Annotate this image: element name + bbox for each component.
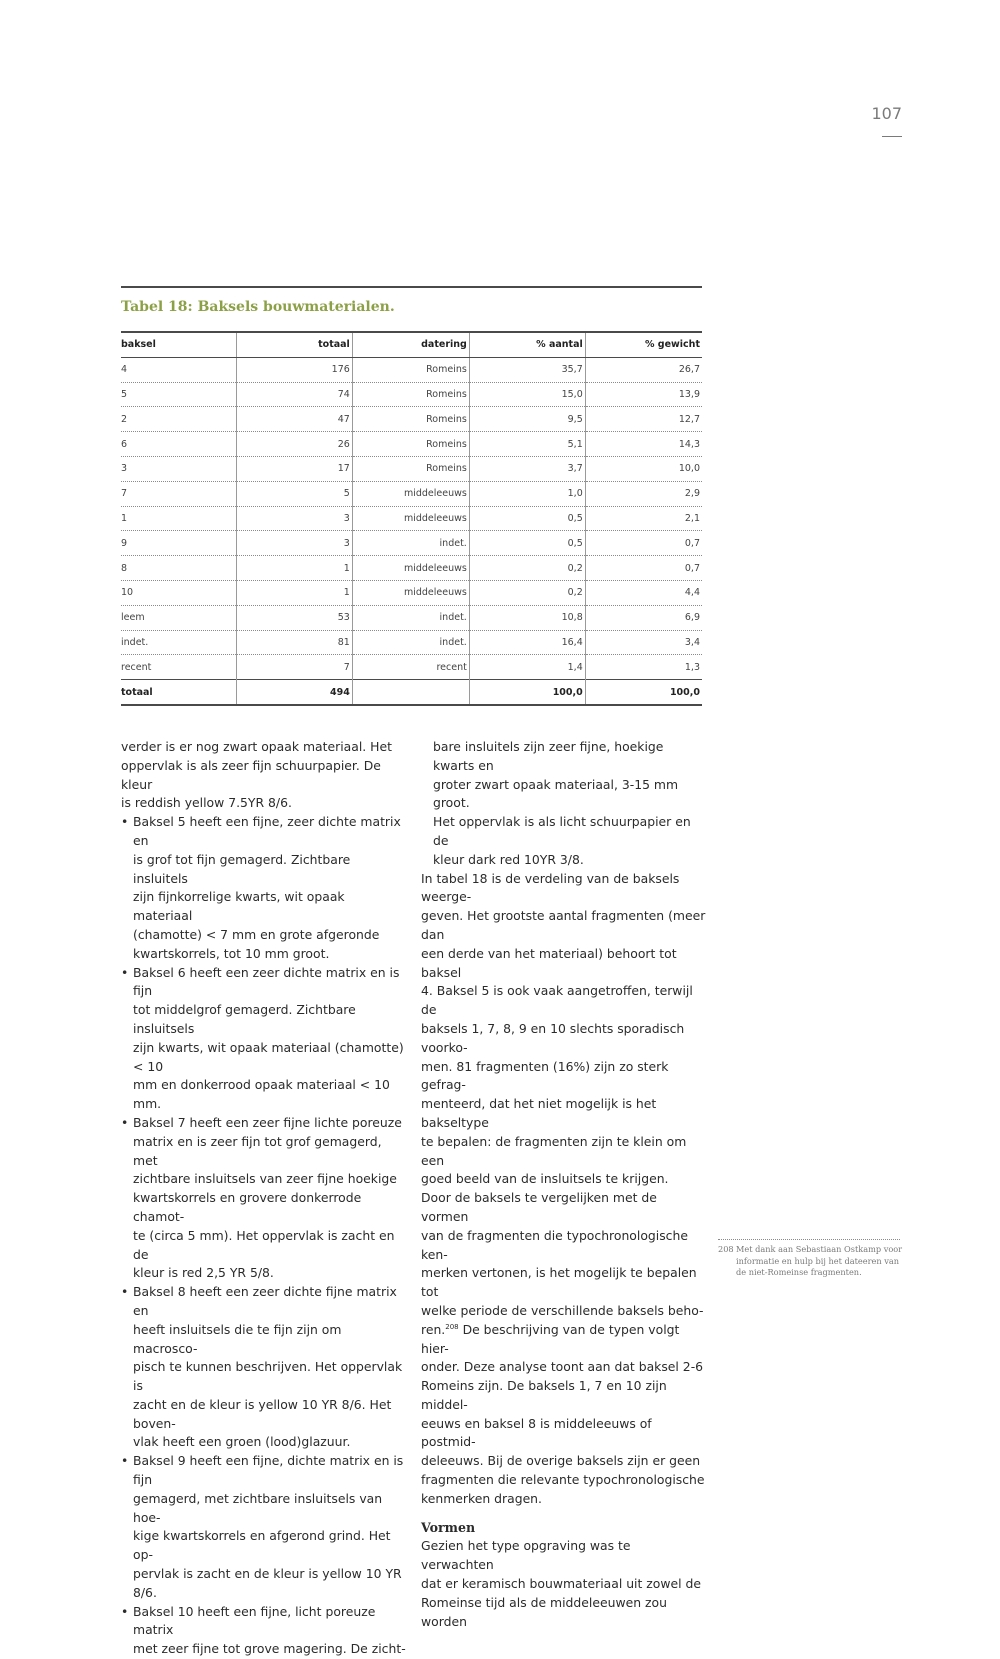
text-line: is grof tot fijn gemagerd. Zichtbare insluitels: [133, 851, 351, 886]
baksel-bullet-item: [121, 1114, 406, 1283]
baksel-bullet-item: [121, 813, 406, 963]
text-line: oppervlak is als zeer fijn schuurpapier. De kleur: [121, 757, 381, 792]
cell-datering: middeleeuws: [352, 556, 469, 581]
cell-totaal: 81: [236, 630, 352, 655]
text-line: kleur is red 2,5 YR 5/8.: [133, 1265, 274, 1281]
cell-pct-gewicht: 13,9: [585, 382, 702, 407]
text-line: bare insluitels zijn zeer fijne, hoekige kwarts en: [433, 739, 664, 773]
text-line: baksels 1, 7, 8, 9 en 10 slechts sporadisch voorko-: [421, 1020, 685, 1055]
text-line: van de fragmenten die typochronologische ken-: [421, 1227, 688, 1262]
text-line: matrix en is zeer fijn tot grof gemagerd, met: [133, 1133, 382, 1168]
page-number: 107: [871, 104, 902, 123]
cell-totaal: 74: [236, 382, 352, 407]
footnote-number: 208: [718, 1244, 734, 1254]
cell-pct-aantal: 0,5: [469, 506, 585, 531]
cell-baksel: 2: [121, 407, 236, 432]
intro-paragraph: [121, 738, 406, 813]
header-pct-aantal: % aantal: [469, 332, 585, 357]
table-row: [121, 382, 702, 407]
cell-pct-gewicht: 1,3: [585, 655, 702, 680]
table-row: [121, 506, 702, 531]
cell-pct-gewicht: 4,4: [585, 580, 702, 605]
table-row: [121, 407, 702, 432]
table-row: [121, 630, 702, 655]
text-line: Baksel 8 heeft een zeer dichte fijne matrix en: [133, 1284, 397, 1318]
text-line: tot middelgrof gemagerd. Zichtbare insluitsels: [133, 1002, 356, 1036]
text-line: te bepalen: de fragmenten zijn te klein om een: [421, 1133, 687, 1168]
table-row: [121, 531, 702, 556]
cell-baksel: 8: [121, 556, 236, 581]
text-line: gemagerd, met zichtbare insluitsels van hoe-: [133, 1490, 383, 1525]
cell-pct-aantal: 16,4: [469, 630, 585, 655]
text-line: Het oppervlak is als licht schuurpapier en de: [433, 814, 691, 848]
text-line: groter zwart opaak materiaal, 3-15 mm groot.: [433, 776, 679, 811]
text-line: kenmerken dragen.: [421, 1490, 542, 1506]
text-line: zijn fijnkorrelige kwarts, wit opaak materiaal: [133, 889, 345, 924]
text-line: Gezien het type opgraving was te verwachten: [421, 1538, 631, 1573]
cell-pct-gewicht: 2,1: [585, 506, 702, 531]
cell-pct-aantal: 1,4: [469, 655, 585, 680]
text-line: Door de baksels te vergelijken met de vormen: [421, 1190, 657, 1224]
cell-baksel: 3: [121, 456, 236, 481]
baksel-bullet-item: [121, 1603, 406, 1659]
text-line: pisch te kunnen beschrijven. Het oppervlak is: [133, 1359, 403, 1394]
footnote-line: Met dank aan Sebastiaan Ostkamp voor: [736, 1244, 903, 1254]
header-totaal: totaal: [236, 332, 352, 357]
cell-pct-aantal: 0,2: [469, 556, 585, 581]
cell-datering: indet.: [352, 605, 469, 630]
cell-baksel: indet.: [121, 630, 236, 655]
cell-totaal: 3: [236, 531, 352, 556]
text-line: zacht en de kleur is yellow 10 YR 8/6. Het boven-: [133, 1396, 392, 1431]
text-line: ren.: [421, 1321, 446, 1337]
cell-totaal: 53: [236, 605, 352, 630]
cell-baksel: 9: [121, 531, 236, 556]
text-line: kwartskorrels, tot 10 mm groot.: [133, 945, 330, 961]
cell-totaal: 494: [236, 680, 352, 705]
text-line: merken vertonen, is het mogelijk te bepalen tot: [421, 1265, 697, 1300]
text-line: men. 81 fragmenten (16%) zijn zo sterk gefrag-: [421, 1058, 669, 1093]
cell-datering: Romeins: [352, 382, 469, 407]
header-baksel: baksel: [121, 332, 236, 357]
cell-datering: Romeins: [352, 407, 469, 432]
text-line: (chamotte) < 7 mm en grote afgeronde: [133, 926, 380, 942]
cell-pct-aantal: 1,0: [469, 481, 585, 506]
text-line: mm en donkerrood opaak materiaal < 10 mm.: [133, 1077, 390, 1112]
text-line: Romeinse tijd als de middeleeuwen zou worden: [421, 1594, 667, 1629]
cell-totaal: 47: [236, 407, 352, 432]
text-line: zichtbare insluitsels van zeer fijne hoekige: [133, 1171, 397, 1187]
text-line: goed beeld van de insluitsels te krijgen.: [421, 1171, 669, 1187]
text-line: vlak heeft een groen (lood)glazuur.: [133, 1434, 351, 1450]
text-line: te (circa 5 mm). Het oppervlak is zacht en de: [133, 1227, 395, 1262]
cell-pct-gewicht: 100,0: [585, 680, 702, 705]
cell-totaal: 1: [236, 580, 352, 605]
table-row: [121, 357, 702, 382]
cell-pct-gewicht: 0,7: [585, 531, 702, 556]
text-line: Romeins zijn. De baksels 1, 7 en 10 zijn middel-: [421, 1378, 667, 1412]
baksel-bullet-item: [121, 1283, 406, 1452]
text-line: met zeer fijne tot grove magering. De zicht-: [133, 1641, 406, 1657]
text-line: heeft insluitsels die te fijn zijn om macrosco-: [133, 1321, 342, 1356]
cell-datering: indet.: [352, 630, 469, 655]
cell-baksel: leem: [121, 605, 236, 630]
comparison-paragraph: [421, 1189, 706, 1509]
cell-totaal: 26: [236, 432, 352, 457]
cell-datering: [352, 680, 469, 705]
cell-pct-aantal: 9,5: [469, 407, 585, 432]
section-heading-vormen: Vormen: [421, 1519, 476, 1535]
table-row: [121, 605, 702, 630]
cell-pct-aantal: 0,5: [469, 531, 585, 556]
text-line: Baksel 5 heeft een fijne, zeer dichte matrix en: [133, 814, 401, 848]
table-body: [121, 357, 702, 705]
cell-baksel: 5: [121, 382, 236, 407]
cell-pct-aantal: 3,7: [469, 456, 585, 481]
text-line: verder is er nog zwart opaak materiaal. Het: [121, 739, 392, 754]
cell-pct-gewicht: 14,3: [585, 432, 702, 457]
footnote-reference[interactable]: 208: [445, 1322, 459, 1331]
table-row: [121, 432, 702, 457]
table-header-row: [121, 332, 702, 357]
cell-pct-aantal: 10,8: [469, 605, 585, 630]
text-line: In tabel 18 is de verdeling van de baksels weerge-: [421, 870, 680, 905]
header-pct-gewicht: % gewicht: [585, 332, 702, 357]
cell-datering: Romeins: [352, 357, 469, 382]
cell-pct-aantal: 35,7: [469, 357, 585, 382]
baksels-table: [121, 331, 702, 706]
cell-baksel: 7: [121, 481, 236, 506]
table-title: Tabel 18: Baksels bouwmaterialen.: [121, 299, 395, 315]
continuation-paragraph: [421, 738, 706, 870]
cell-pct-gewicht: 12,7: [585, 407, 702, 432]
text-line: Baksel 9 heeft een fijne, dichte matrix en is fijn: [133, 1453, 404, 1488]
footnote-rule: [718, 1239, 900, 1240]
cell-baksel: 6: [121, 432, 236, 457]
cell-datering: middeleeuws: [352, 481, 469, 506]
cell-pct-gewicht: 26,7: [585, 357, 702, 382]
cell-totaal: 5: [236, 481, 352, 506]
cell-pct-gewicht: 0,7: [585, 556, 702, 581]
cell-totaal: 17: [236, 456, 352, 481]
cell-baksel: recent: [121, 655, 236, 680]
baksel-bullet-list: [121, 813, 406, 1659]
text-line: is reddish yellow 7.5YR 8/6.: [121, 795, 292, 811]
text-line: 4. Baksel 5 is ook vaak aangetroffen, terwijl de: [421, 983, 693, 1018]
text-line: Baksel 7 heeft een zeer fijne lichte poreuze: [133, 1114, 402, 1130]
text-line: eeuws en baksel 8 is middeleeuws of postmid-: [421, 1415, 652, 1450]
cell-pct-aantal: 0,2: [469, 580, 585, 605]
text-line: Baksel 6 heeft een zeer dichte matrix en is fijn: [133, 964, 400, 999]
cell-datering: middeleeuws: [352, 580, 469, 605]
table-total-row: [121, 680, 702, 705]
cell-pct-aantal: 100,0: [469, 680, 585, 705]
text-line: een derde van het materiaal) behoort tot baksel: [421, 945, 677, 980]
footnote-line: informatie en hulp bij het dateeren van: [736, 1255, 900, 1266]
baksel-bullet-item: [121, 1452, 406, 1602]
cell-pct-gewicht: 2,9: [585, 481, 702, 506]
text-line: welke periode de verschillende baksels beho-: [421, 1302, 704, 1318]
cell-baksel: 1: [121, 506, 236, 531]
table-row: [121, 580, 702, 605]
cell-totaal: 1: [236, 556, 352, 581]
table-top-rule: [121, 286, 702, 288]
cell-totaal: 7: [236, 655, 352, 680]
cell-totaal: 3: [236, 506, 352, 531]
cell-pct-gewicht: 3,4: [585, 630, 702, 655]
header-datering: datering: [352, 332, 469, 357]
text-line: menteerd, dat het niet mogelijk is het bakseltype: [421, 1096, 657, 1130]
cell-datering: Romeins: [352, 456, 469, 481]
table-row: [121, 481, 702, 506]
cell-pct-gewicht: 10,0: [585, 456, 702, 481]
page-number-rule: [882, 136, 902, 137]
text-line: fragmenten die relevante typochronologische: [421, 1472, 705, 1488]
footnote: [718, 1244, 903, 1279]
cell-datering: recent: [352, 655, 469, 680]
cell-baksel: 4: [121, 357, 236, 382]
text-line: kwartskorrels en grovere donkerrode chamot-: [133, 1190, 362, 1224]
text-line: zijn kwarts, wit opaak materiaal (chamotte) < 10: [133, 1039, 404, 1074]
cell-datering: Romeins: [352, 432, 469, 457]
text-line: pervlak is zacht en de kleur is yellow 10 YR 8/6.: [133, 1566, 402, 1600]
table-row: [121, 655, 702, 680]
table-row: [121, 456, 702, 481]
baksel-bullet-item: [121, 964, 406, 1114]
text-line: dat er keramisch bouwmateriaal uit zowel de: [421, 1576, 702, 1592]
text-line: De beschrijving van de typen volgt hier-: [421, 1321, 680, 1356]
cell-totaal: 176: [236, 357, 352, 382]
text-line: kige kwartskorrels en afgerond grind. Het op-: [133, 1528, 391, 1563]
left-text-column: [121, 738, 406, 1659]
text-line: kleur dark red 10YR 3/8.: [433, 851, 584, 867]
vormen-paragraph: [421, 1537, 706, 1631]
cell-baksel: totaal: [121, 680, 236, 705]
text-line: Baksel 10 heeft een fijne, licht poreuze matrix: [133, 1603, 376, 1638]
text-line: geven. Het grootste aantal fragmenten (meer dan: [421, 908, 706, 942]
cell-pct-gewicht: 6,9: [585, 605, 702, 630]
right-text-column: [421, 738, 706, 1631]
text-line: deleeuws. Bij de overige baksels zijn er geen: [421, 1453, 701, 1469]
cell-pct-aantal: 5,1: [469, 432, 585, 457]
distribution-paragraph: [421, 870, 706, 1190]
cell-datering: middeleeuws: [352, 506, 469, 531]
cell-pct-aantal: 15,0: [469, 382, 585, 407]
table-row: [121, 556, 702, 581]
text-line: onder. Deze analyse toont aan dat baksel 2-6: [421, 1359, 704, 1375]
cell-datering: indet.: [352, 531, 469, 556]
cell-baksel: 10: [121, 580, 236, 605]
footnote-line: de niet-Romeinse fragmenten.: [736, 1267, 862, 1277]
